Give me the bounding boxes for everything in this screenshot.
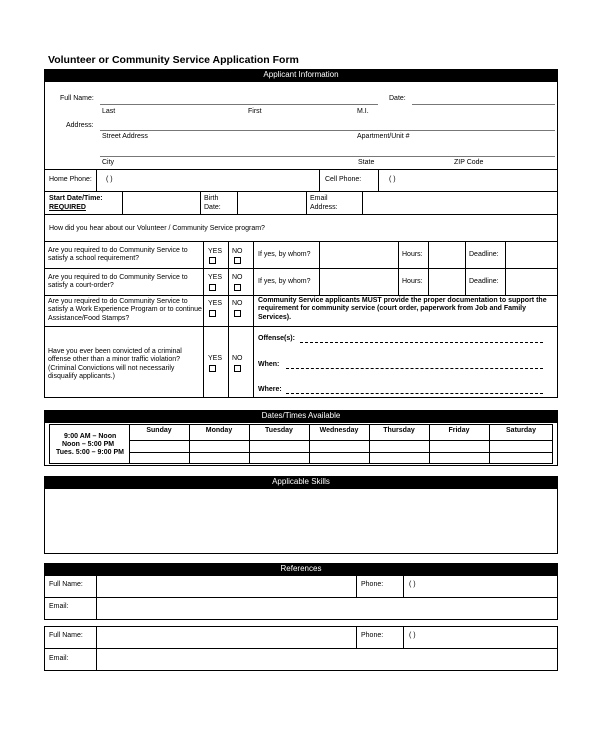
- day-tuesday: Tuesday: [265, 427, 293, 434]
- q3-yes-checkbox[interactable]: [209, 310, 216, 317]
- q1-whom-label: If yes, by whom?: [258, 251, 311, 258]
- home-phone-field[interactable]: ( ): [106, 176, 113, 183]
- q1-yes-checkbox[interactable]: [209, 257, 216, 264]
- offense-label: Offense(s):: [258, 335, 295, 342]
- q2-yes-checkbox[interactable]: [209, 284, 216, 291]
- birth-date-label-1: Birth: [204, 195, 219, 202]
- dates-times-header: Dates/Times Available: [44, 410, 558, 422]
- question-criminal-conviction: Have you ever been convicted of a criminal offense other than a minor traffic violation? (Criminal Convictions will not necessarily disqualify applicants.): [48, 348, 182, 381]
- email-label-1: Email: [310, 195, 328, 202]
- time-slot-3: Tues. 5:00 – 9:00 PM: [56, 449, 124, 456]
- q4-no-checkbox[interactable]: [234, 365, 241, 372]
- q4-yes-checkbox[interactable]: [209, 365, 216, 372]
- day-wednesday: Wednesday: [319, 427, 359, 434]
- date-field[interactable]: [412, 104, 555, 105]
- q4-no-label: NO: [232, 355, 243, 362]
- q4-yes-label: YES: [208, 355, 223, 362]
- applicable-skills-field[interactable]: [44, 488, 558, 554]
- page-title: Volunteer or Community Service Application Form: [48, 54, 299, 66]
- q3-no-label: NO: [232, 300, 243, 307]
- q1-yes-label: YES: [208, 248, 223, 255]
- references-header: References: [44, 563, 558, 575]
- when-field[interactable]: [286, 368, 543, 369]
- q2-whom-label: If yes, by whom?: [258, 278, 311, 285]
- state-caption: State: [358, 159, 375, 166]
- cell-phone-label: Cell Phone:: [325, 176, 362, 183]
- q2-no-checkbox[interactable]: [234, 284, 241, 291]
- time-slot-2: Noon – 5:00 PM: [62, 441, 115, 448]
- ref1-full-name-label: Full Name:: [49, 581, 83, 588]
- ref1-email-label: Email:: [49, 603, 69, 610]
- first-name-caption: First: [248, 108, 262, 115]
- where-field[interactable]: [286, 393, 543, 394]
- city-state-zip-field[interactable]: [100, 156, 555, 157]
- question-work-experience: Are you required to do Community Service to satisfy a Work Experience Program or to continue Assistance/Food Stamps?: [48, 298, 202, 322]
- q2-hours-label: Hours:: [402, 278, 423, 285]
- ref1-phone-label: Phone:: [361, 581, 384, 588]
- ref2-phone-label: Phone:: [361, 632, 384, 639]
- day-monday: Monday: [205, 427, 233, 434]
- ref2-phone-field[interactable]: ( ): [409, 632, 416, 639]
- q2-no-label: NO: [232, 274, 243, 281]
- address-label: Address:: [66, 122, 94, 129]
- birth-date-label-2: Date:: [204, 204, 221, 211]
- time-slot-1: 9:00 AM – Noon: [64, 433, 117, 440]
- q1-hours-label: Hours:: [402, 251, 423, 258]
- date-label: Date:: [389, 95, 406, 102]
- day-friday: Friday: [448, 427, 470, 434]
- where-label: Where:: [258, 386, 282, 393]
- day-saturday: Saturday: [506, 427, 536, 434]
- q1-deadline-label: Deadline:: [469, 251, 499, 258]
- ref1-phone-field[interactable]: ( ): [409, 581, 416, 588]
- apartment-caption: Apartment/Unit #: [357, 133, 410, 140]
- hear-about-question: How did you hear about our Volunteer / Community Service program?: [49, 225, 265, 232]
- ref2-email-label: Email:: [49, 655, 69, 662]
- q3-no-checkbox[interactable]: [234, 310, 241, 317]
- zip-caption: ZIP Code: [454, 159, 484, 166]
- q2-yes-label: YES: [208, 274, 223, 281]
- full-name-field[interactable]: [100, 104, 378, 105]
- applicable-skills-header: Applicable Skills: [44, 476, 558, 488]
- community-service-documentation-note: Community Service applicants MUST provide the proper documentation to support the requirement for community service (court order, paperwork from Job and Family Services).: [258, 297, 547, 321]
- day-sunday: Sunday: [146, 427, 172, 434]
- street-address-caption: Street Address: [102, 133, 148, 140]
- question-school: Are you required to do Community Service to satisfy a school requirement?: [48, 247, 188, 263]
- last-name-caption: Last: [102, 108, 116, 115]
- email-label-2: Address:: [310, 204, 338, 211]
- q1-no-checkbox[interactable]: [234, 257, 241, 264]
- street-address-field[interactable]: [100, 130, 555, 131]
- middle-initial-caption: M.I.: [357, 108, 369, 115]
- ref2-full-name-label: Full Name:: [49, 632, 83, 639]
- full-name-label: Full Name:: [60, 95, 94, 102]
- required-note: REQUIRED: [49, 204, 86, 211]
- offense-field[interactable]: [300, 342, 543, 343]
- day-thursday: Thursday: [383, 427, 415, 434]
- city-caption: City: [102, 159, 115, 166]
- cell-phone-field[interactable]: ( ): [389, 176, 396, 183]
- when-label: When:: [258, 361, 280, 368]
- home-phone-label: Home Phone:: [49, 176, 92, 183]
- start-date-label: Start Date/Time:: [49, 195, 103, 202]
- applicant-info-header: Applicant Information: [44, 69, 558, 81]
- q3-yes-label: YES: [208, 300, 223, 307]
- question-court-order: Are you required to do Community Service to satisfy a court-order?: [48, 274, 188, 290]
- q1-no-label: NO: [232, 248, 243, 255]
- q2-deadline-label: Deadline:: [469, 278, 499, 285]
